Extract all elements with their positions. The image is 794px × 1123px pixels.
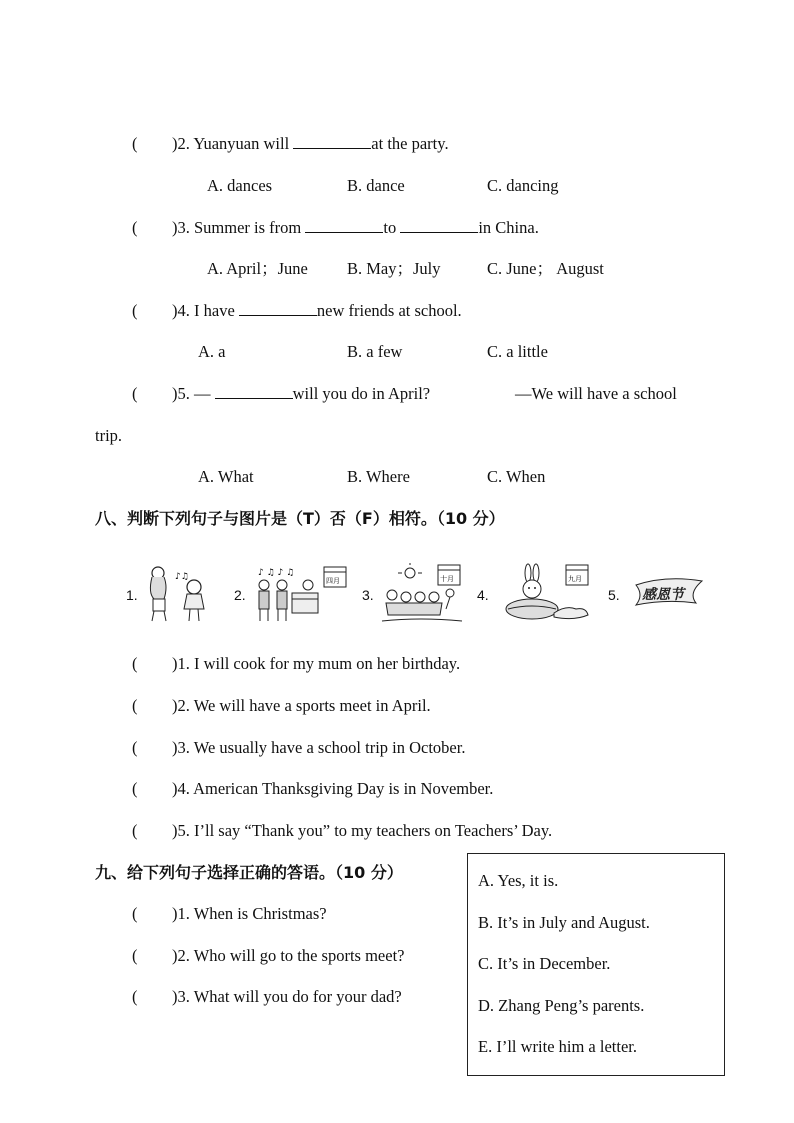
answer-paren[interactable]: ( [132,821,138,840]
question-text: )3. Summer is from [172,218,302,237]
option-a[interactable]: A. April；June [207,259,308,278]
festival-logo-text: 感恩节 [642,587,684,603]
rabbit-mooncake-icon [494,563,592,625]
judge-text: )3. We usually have a school trip in October. [172,738,466,757]
svg-text:♪ ♫ ♪ ♫: ♪ ♫ ♪ ♫ [258,568,295,578]
option-b[interactable]: B. May；July [347,259,441,278]
answer-option-b: B. It’s in July and August. [478,913,650,932]
question-5-wrap: trip. [95,426,123,445]
judge-text: )1. I will cook for my mum on her birthday. [172,654,461,673]
question-5 [132,384,430,404]
option-c[interactable]: C. dancing [487,176,559,195]
option-b[interactable]: B. a few [347,342,403,361]
question-text-after: in China. [478,218,539,237]
option-c[interactable]: C. When [487,467,546,486]
calendar-label: 十月 [440,575,454,583]
answer-options-box [467,853,725,1076]
judge-item-3 [132,738,465,758]
festival-logo-icon [626,563,710,625]
picture-number: 4. [477,587,489,603]
match-item-1 [132,904,327,924]
question-text-after: will you do in April? [292,384,431,403]
picture-number: 2. [234,587,246,603]
answer-option-c: C. It’s in December. [478,954,611,973]
answer-option-d: D. Zhang Peng’s parents. [478,996,645,1015]
section-8-heading: 八、判断下列句子与图片是（T）否（F）相符。（10 分） [95,509,505,528]
answer-paren[interactable]: ( [132,134,138,153]
svg-text:♪♫: ♪♫ [175,572,189,582]
option-a[interactable]: A. dances [207,176,273,195]
match-text: )1. When is Christmas? [172,904,327,923]
question-text: )4. I have [172,301,235,320]
option-b[interactable]: B. Where [347,467,410,486]
fill-blank[interactable] [305,218,383,233]
answer-paren[interactable]: ( [132,987,138,1006]
option-a[interactable]: A. What [198,467,254,486]
picture-number: 3. [362,587,374,603]
judge-item-5 [132,821,552,841]
question-text: )2. Yuanyuan will [172,134,290,153]
calendar-label: 九月 [568,575,582,583]
answer-paren[interactable]: ( [132,946,138,965]
question-text-mid: to [383,218,397,237]
answer-paren[interactable]: ( [132,384,138,403]
section-9-heading: 九、给下列句子选择正确的答语。（10 分） [95,863,403,882]
question-text-after: new friends at school. [316,301,462,320]
question-2 [132,134,449,154]
answer-paren[interactable]: ( [132,218,138,237]
option-c[interactable]: C. a little [487,342,548,361]
answer-paren[interactable]: ( [132,696,138,715]
match-text: )2. Who will go to the sports meet? [172,946,405,965]
judge-text: )4. American Thanksgiving Day is in November. [172,779,494,798]
fill-blank[interactable] [215,384,293,399]
fill-blank[interactable] [293,134,371,149]
question-5-reply: —We will have a school [515,384,677,403]
girls-singing-icon [144,563,214,625]
calendar-label: 四月 [326,577,340,585]
answer-option-e: E. I’ll write him a letter. [478,1037,637,1056]
fill-blank[interactable] [239,301,317,316]
school-trip-icon [380,563,464,625]
option-a[interactable]: A. a [198,342,226,361]
picture-number: 5. [608,587,620,603]
answer-paren[interactable]: ( [132,738,138,757]
match-text: )3. What will you do for your dad? [172,987,402,1006]
match-item-3 [132,987,402,1007]
match-item-2 [132,946,405,966]
judge-item-2 [132,696,431,716]
band-playing-icon [252,563,352,625]
answer-option-a: A. Yes, it is. [478,871,559,890]
fill-blank[interactable] [400,218,478,233]
question-3 [132,218,539,238]
judge-item-4 [132,779,493,799]
picture-row [122,563,712,625]
judge-text: )5. I’ll say “Thank you” to my teachers on Teachers’ Day. [172,821,553,840]
answer-paren[interactable]: ( [132,904,138,923]
answer-paren[interactable]: ( [132,301,138,320]
question-text: )5. — [172,384,211,403]
question-text-after: at the party. [371,134,449,153]
picture-number: 1. [126,587,138,603]
answer-paren[interactable]: ( [132,654,138,673]
judge-text: )2. We will have a sports meet in April. [172,696,431,715]
judge-item-1 [132,654,460,674]
question-4 [132,301,462,321]
option-b[interactable]: B. dance [347,176,405,195]
option-c[interactable]: C. June； August [487,259,604,278]
answer-paren[interactable]: ( [132,779,138,798]
